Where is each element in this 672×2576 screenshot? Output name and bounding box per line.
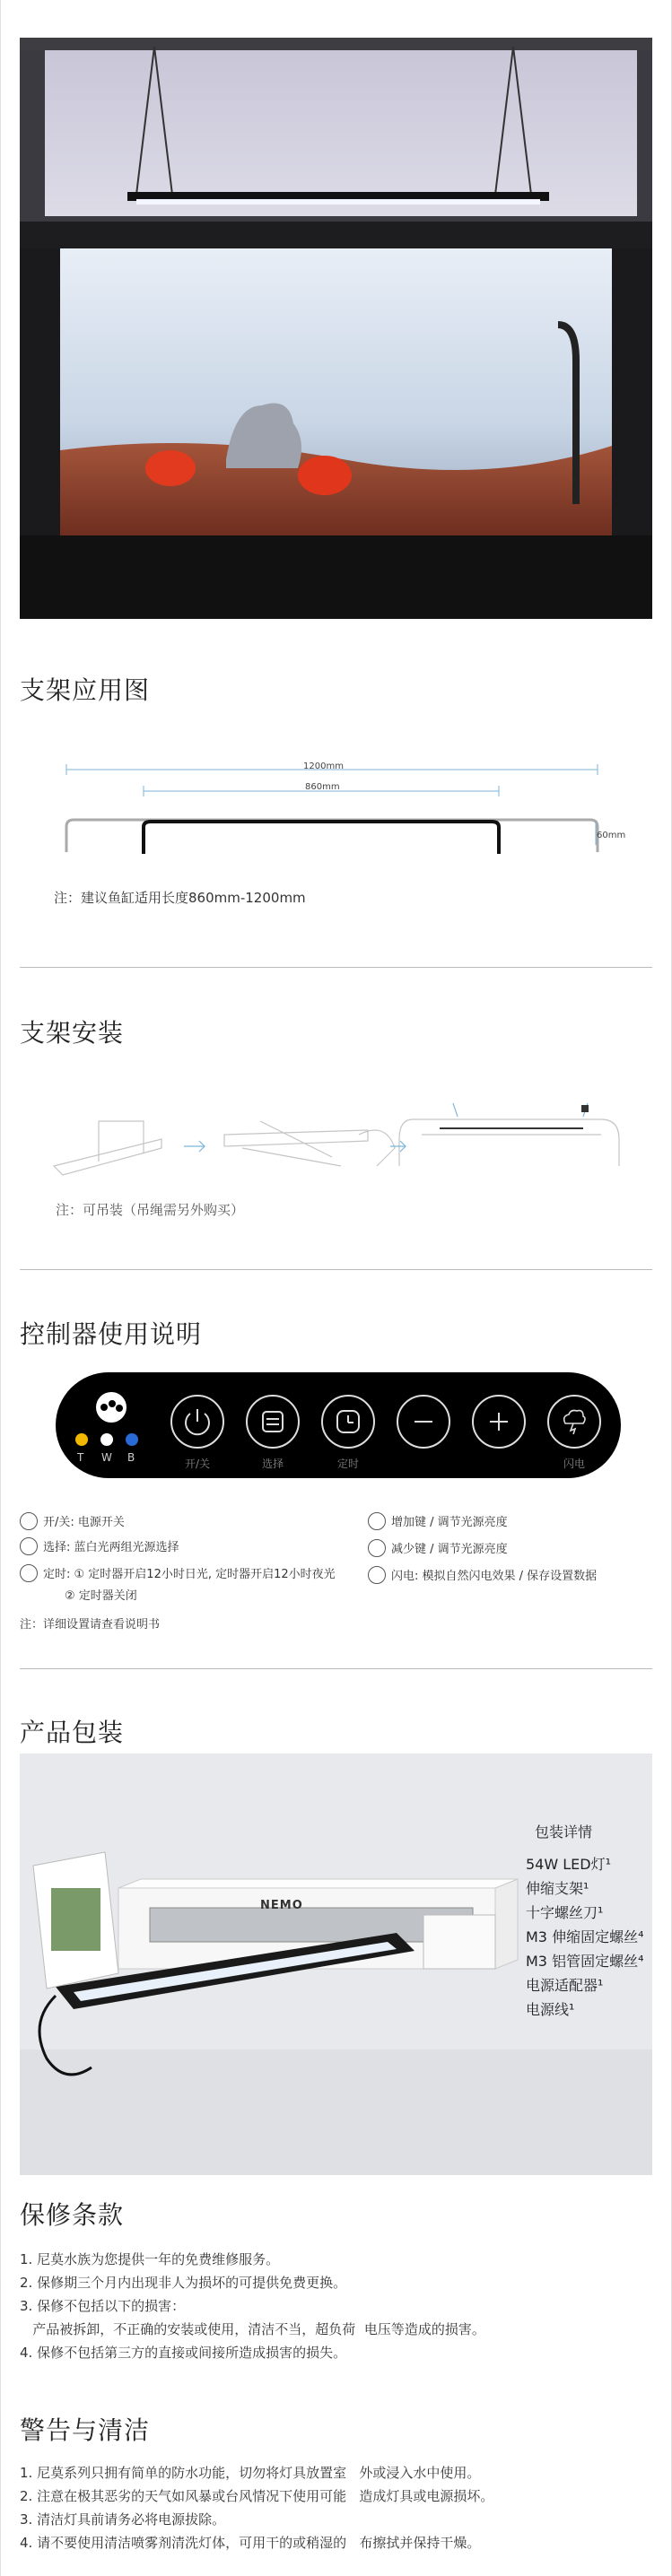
- list-item: 3. 保修不包括以下的损害：: [20, 2298, 186, 2314]
- power-icon: [172, 1397, 223, 1447]
- pack-item: 电源线¹: [526, 2001, 575, 2018]
- list-item: 3. 清洁灯具前请务必将电源拔除。: [20, 2511, 226, 2528]
- plus-button[interactable]: [472, 1395, 526, 1449]
- minus-icon: [398, 1397, 449, 1447]
- timer-caption: 定时: [336, 1458, 359, 1470]
- divider: [20, 1668, 652, 1669]
- w-indicator-dot: [100, 1433, 113, 1446]
- legend-power: 开/关: 电源开关: [20, 1512, 125, 1530]
- legend-timer: 定时: ① 定时器开启12小时日光, 定时器开启12小时夜光: [20, 1564, 336, 1582]
- bracket-install-note: 注：可吊装（吊绳需另外购买）: [56, 1202, 245, 1218]
- bracket-app-title: 支架应用图: [20, 675, 151, 705]
- timer-icon: [20, 1564, 38, 1582]
- timer-icon: [323, 1397, 373, 1447]
- list-item: 1. 尼莫系列只拥有简单的防水功能，切勿将灯具放置室 外或浸入水中使用。: [20, 2465, 481, 2481]
- list-item: 2. 保修期三个月内出现非人为损坏的可提供免费更换。: [20, 2275, 347, 2291]
- b-indicator-label: B: [127, 1451, 135, 1464]
- controller-title: 控制器使用说明: [20, 1319, 203, 1349]
- controller-panel: [56, 1372, 621, 1478]
- power-icon: [20, 1512, 38, 1530]
- bracket-diagram: [54, 753, 628, 879]
- power-button[interactable]: [170, 1395, 224, 1449]
- legend-timer-off: ② 定时器关闭: [65, 1589, 137, 1603]
- warranty-list: [20, 2248, 485, 2364]
- list-item: 4. 保修不包括第三方的直接或间接所造成损害的损失。: [20, 2345, 347, 2361]
- w-indicator-label: W: [101, 1451, 112, 1464]
- t-indicator-label: T: [77, 1451, 84, 1464]
- pack-details-title: 包装详情: [535, 1823, 593, 1841]
- pack-item: M3 伸缩固定螺丝⁴: [526, 1928, 644, 1945]
- nemo-logo-icon: [90, 1390, 135, 1424]
- divider: [20, 967, 652, 968]
- legend-storm: 闪电: 模拟自然闪电效果 / 保存设置数据: [368, 1566, 597, 1584]
- aquarium-photo: [20, 38, 652, 619]
- minus-button[interactable]: [397, 1395, 450, 1449]
- select-button[interactable]: [246, 1395, 300, 1449]
- pack-items: [526, 1852, 644, 2022]
- select-icon: [20, 1537, 38, 1555]
- dim-inner-label: 860mm: [305, 782, 340, 792]
- timer-button[interactable]: [321, 1395, 375, 1449]
- pack-item: 54W LED灯¹: [526, 1856, 612, 1873]
- divider: [20, 1269, 652, 1270]
- packaging-title: 产品包装: [20, 1718, 125, 1747]
- storm-icon: [368, 1566, 386, 1584]
- bracket-install-title: 支架安装: [20, 1018, 125, 1048]
- storm-caption: 闪电: [563, 1458, 585, 1470]
- storm-icon: [549, 1397, 599, 1447]
- list-item: 产品被拆卸，不正确的安装或使用，清洁不当，超负荷 电压等造成的损害。: [20, 2321, 485, 2337]
- bracket-app-note: 注：建议鱼缸适用长度860mm-1200mm: [54, 890, 306, 906]
- list-item: 1. 尼莫水族为您提供一年的免费维修服务。: [20, 2251, 280, 2267]
- storm-button[interactable]: [547, 1395, 601, 1449]
- legend-plus: 增加键 / 调节光源亮度: [368, 1512, 508, 1530]
- install-diagram: [45, 1085, 637, 1184]
- pack-item: 电源适配器¹: [526, 1977, 604, 1994]
- list-item: 2. 注意在极其恶劣的天气如风暴或台风情况下使用可能 造成灯具或电源损坏。: [20, 2488, 494, 2504]
- warranty-title: 保修条款: [20, 2200, 125, 2230]
- select-caption: 选择: [261, 1458, 284, 1470]
- warning-list: [20, 2461, 493, 2554]
- pack-item: M3 铝管固定螺丝⁴: [526, 1953, 644, 1970]
- pack-item: 十字螺丝刀¹: [526, 1904, 604, 1921]
- legend-minus: 减少键 / 调节光源亮度: [368, 1539, 508, 1557]
- power-caption: 开/关: [184, 1458, 211, 1470]
- controller-footnote: 注：详细设置请查看说明书: [20, 1618, 161, 1632]
- pack-item: 伸缩支架¹: [526, 1880, 589, 1897]
- t-indicator-dot: [75, 1433, 88, 1446]
- plus-icon: [474, 1397, 524, 1447]
- legend-select: 选择: 蓝白光两组光源选择: [20, 1537, 179, 1555]
- dim-outer-label: 1200mm: [303, 761, 344, 771]
- box-brand: NEMO: [260, 1899, 303, 1912]
- warning-title: 警告与清洁: [20, 2415, 151, 2445]
- dim-height-label: 60mm: [597, 831, 626, 840]
- b-indicator-dot: [126, 1433, 138, 1446]
- list-item: 4. 请不要使用清洁喷雾剂清洗灯体，可用干的或稍湿的 布擦拭并保持干燥。: [20, 2535, 481, 2551]
- minus-icon: [368, 1539, 386, 1557]
- plus-icon: [368, 1512, 386, 1530]
- select-icon: [248, 1397, 298, 1447]
